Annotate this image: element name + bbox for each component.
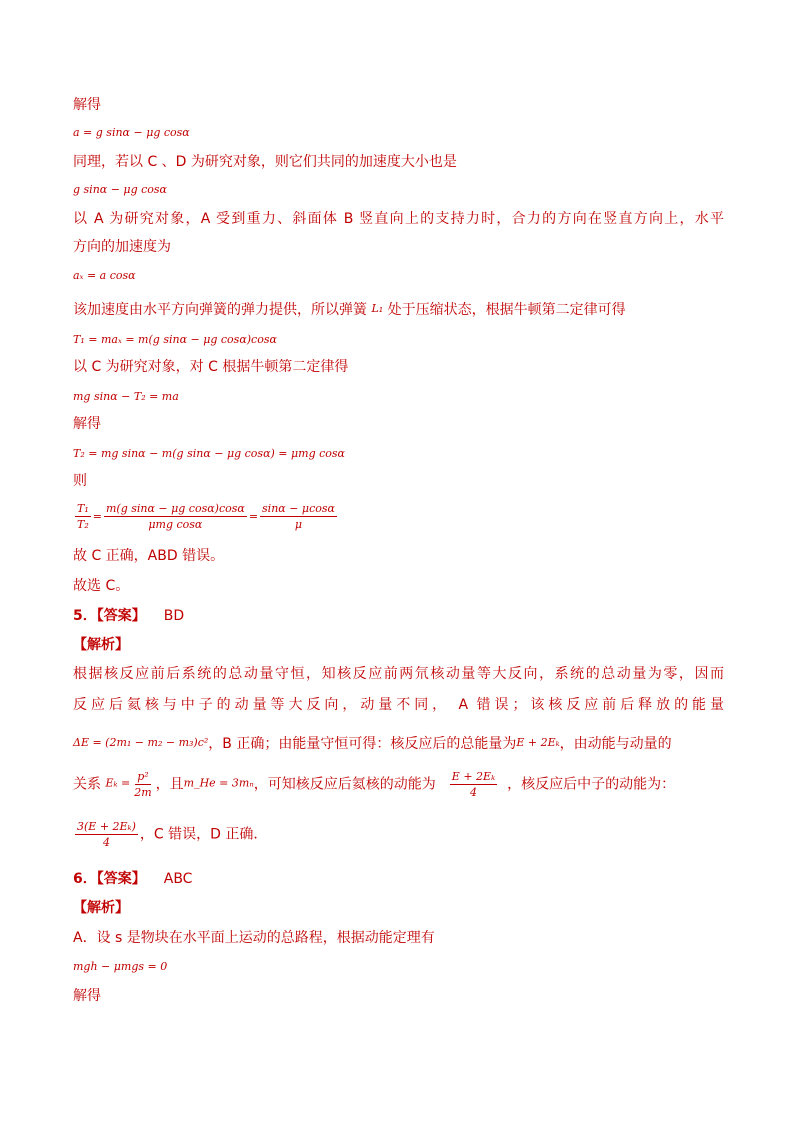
text-line: A．设 s 是物块在水平面上运动的总路程，根据动能定理有 <box>73 930 435 946</box>
equation-line: a = g sinα − μg cosα <box>73 126 190 139</box>
fraction <box>75 502 91 531</box>
equation-line: T₂ = mg sinα − m(g sinα − μg cosα) = μmg cosα <box>73 447 345 460</box>
text-line: 解得 <box>73 97 101 113</box>
equation-line: aₓ = a cosα <box>73 269 136 282</box>
numerator: m(g sinα − μg cosα)cosα <box>105 502 245 515</box>
fraction <box>450 770 497 799</box>
equation-line: mg sinα − T₂ = ma <box>73 390 179 403</box>
text-segment: ，B 正确；由能量守恒可得：核反应后的总能量为 <box>208 736 517 752</box>
denominator: 4 <box>102 836 110 849</box>
numerator: p² <box>137 770 149 783</box>
numerator: T₁ <box>77 502 89 515</box>
text-line: 故选 C。 <box>73 578 130 594</box>
text-line <box>73 734 672 753</box>
text-line: 则 <box>73 473 87 489</box>
inline-equation: E + 2Eₖ <box>516 736 560 749</box>
numerator: E + 2Eₖ <box>451 770 496 783</box>
equals-sign: = <box>92 510 102 523</box>
fraction <box>260 502 337 531</box>
denominator: T₂ <box>77 518 89 531</box>
text-segment: ，且 <box>155 776 184 793</box>
text-line: 以 A 为研究对象，A 受到重力、斜面体 B 竖直向上的支持力时，合力的方向在竖直方向上，水平 <box>73 211 724 227</box>
answer-heading <box>73 870 192 888</box>
numerator: 3(E + 2Eₖ) <box>77 820 136 833</box>
text-line: 以 C 为研究对象，对 C 根据牛顿第二定律得 <box>73 359 349 375</box>
spring-symbol: L₁ <box>371 302 384 315</box>
inline-equation: Eₖ = <box>105 776 131 790</box>
text-line <box>73 770 675 799</box>
text-segment: ，由动能与动量的 <box>559 736 672 752</box>
answer-label: 6．【答案】 <box>73 871 146 887</box>
text-segment: 关系 <box>73 776 101 793</box>
text-line: 反应后氦核与中子的动量等大反向，动量不同， A 错误；该核反应前后释放的能量 <box>73 697 724 713</box>
text-line <box>73 820 267 849</box>
fraction <box>104 502 247 531</box>
denominator: μmg cosα <box>148 518 203 531</box>
denominator: 2m <box>134 786 152 799</box>
fraction <box>132 770 153 799</box>
ratio-equation <box>73 502 339 531</box>
text-line: 解得 <box>73 988 101 1004</box>
text-line: 解得 <box>73 416 101 432</box>
answer-label: 5．【答案】 <box>73 608 146 624</box>
equals-sign: = <box>248 510 259 523</box>
numerator: sinα − μcosα <box>262 502 335 515</box>
answer-value: BD <box>163 608 185 624</box>
fraction <box>75 820 138 849</box>
text-segment: 处于压缩状态，根据牛顿第二定律可得 <box>387 302 626 318</box>
inline-equation: m_He = 3mₙ <box>183 776 254 790</box>
text-line: 根据核反应前后系统的总动量守恒，知核反应前两氘核动量等大反向，系统的总动量为零，因而 <box>73 666 724 682</box>
equation-line: mgh − μmgs = 0 <box>73 960 168 973</box>
text-segment: 该加速度由水平方向弹簧的弹力提供，所以弹簧 <box>73 302 367 318</box>
text-segment: ，可知核反应后氦核的动能为 <box>253 776 436 793</box>
denominator: 4 <box>469 786 477 799</box>
text-line: 同理，若以 C 、D 为研究对象，则它们共同的加速度大小也是 <box>73 154 457 170</box>
text-line: 故 C 正确，ABD 错误。 <box>73 548 225 564</box>
answer-value: ABC <box>163 871 193 887</box>
text-segment: ，C 错误，D 正确． <box>139 826 268 843</box>
text-line: 方向的加速度为 <box>73 239 171 255</box>
text-line <box>73 300 626 319</box>
denominator: μ <box>294 518 303 531</box>
analysis-heading: 【解析】 <box>73 637 129 653</box>
text-segment: ，核反应后中子的动能为： <box>507 776 676 793</box>
inline-equation: ΔE = (2m₁ − m₂ − m₃)c² <box>73 736 209 749</box>
answer-heading <box>73 607 184 625</box>
equation-line: T₁ = maₓ = m(g sinα − μg cosα)cosα <box>73 333 277 346</box>
analysis-heading: 【解析】 <box>73 900 129 916</box>
equation-line: g sinα − μg cosα <box>73 183 167 196</box>
